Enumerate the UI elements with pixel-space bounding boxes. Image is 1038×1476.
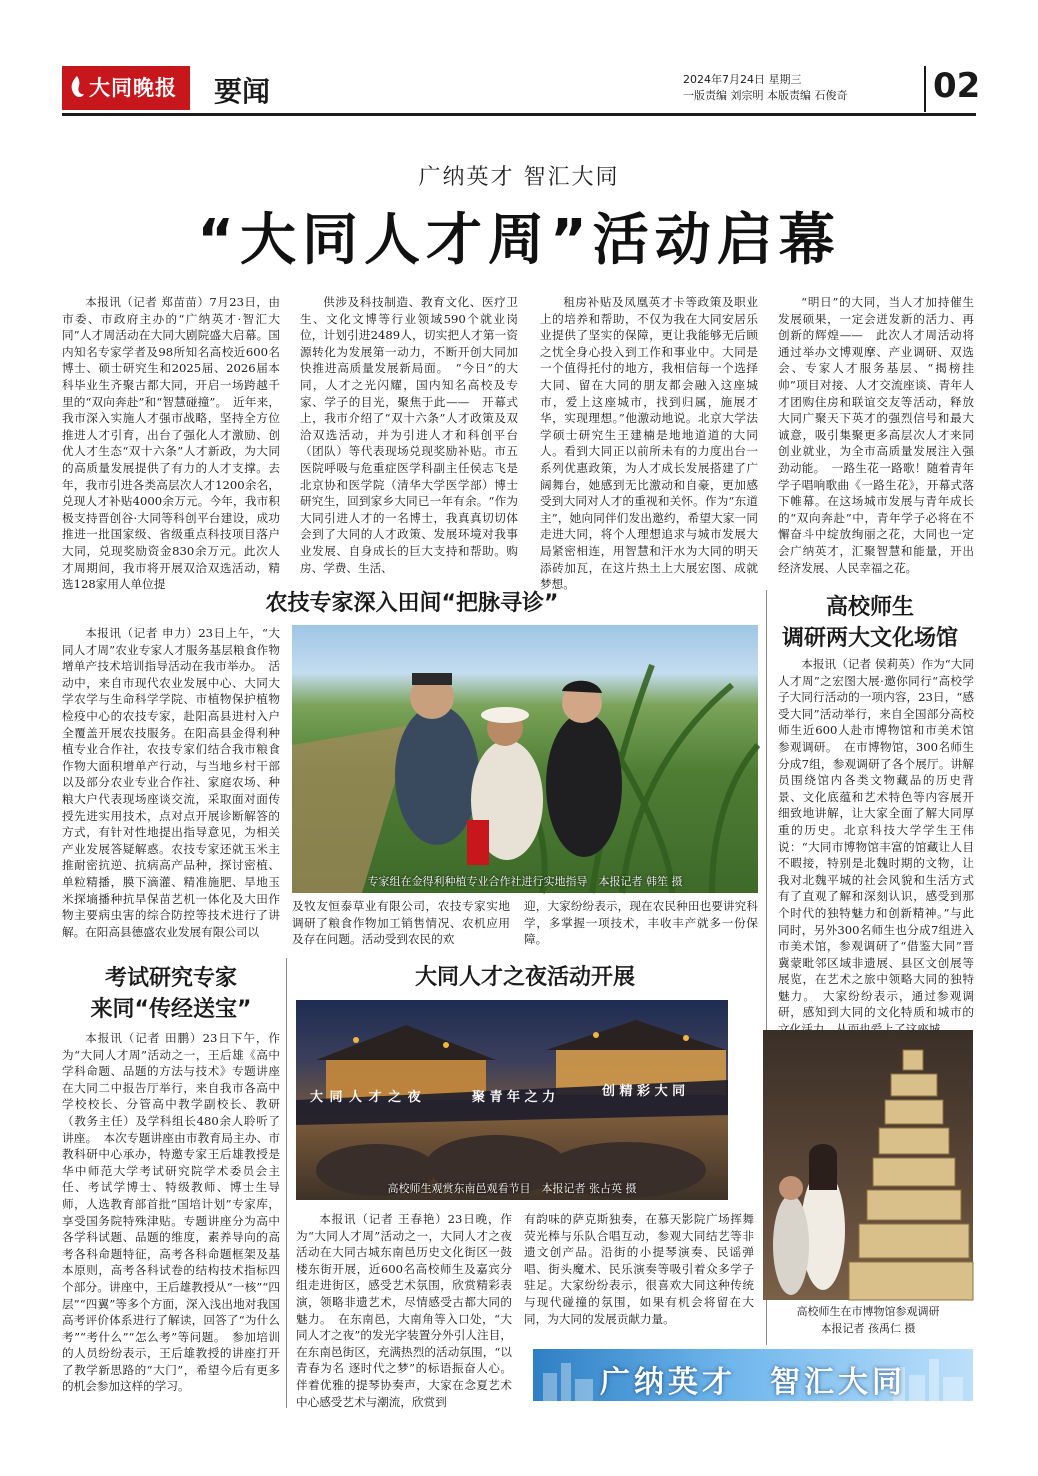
lead-column-4	[778, 294, 974, 578]
lead-column-3	[540, 294, 758, 592]
issue-date: 2024年7月24日 星期三	[683, 73, 802, 86]
banner-slogan: 广纳英才 智汇大同	[600, 1365, 906, 1400]
lead-text-2: 供涉及科技制造、教育文化、医疗卫生、文化文博等行业领域590个就业岗位，计划引进2489人，切实把人才第一资源转化为发展第一动力，不断开创大同加快推进高质量发展新局面。 “今日”的大同，人才之光闪耀，国内知名高校及专家、学子的目光，聚焦于此—— 开幕式上，我市介绍了“双十六条”人才政策及双洽双选活动，并为引进人才和科创平台（团队）等代表现场兑现奖励补贴。市五医院呼吸与危重症医学科副主任侯志飞是北京协和医学院（清华大学医学部）博士研究生，回到家乡大同已一年有余。“作为大同引进人才的一名博士，我真真切切体会到了大同的人才政策、发展环境对我事业发展、自身成长的巨大支持和帮助。购房、学费、生活、	[300, 295, 518, 575]
agri-photo	[292, 625, 758, 893]
lead-text-3: 租房补贴及凤凰英才卡等政策及职业上的培养和帮助，不仅为我在大同安居乐业提供了坚实的保障，更让我能够无后顾之忧全身心投入到工作和事业中。大同是一个值得托付的地方，我相信每一个选择大同、留在大同的朋友都会融入这座城市，爱上这座城市，找到归属，施展才华，实现理想。”他激动地说。北京大学法学硕士研究生王建楠是地地道道的大同人。看到大同正以前所未有的力度出台一系列优惠政策，为人才成长发展搭建了广阔舞台，她感到无比激动和自豪，更加感受到大同对人才的重视和关怀。作为“东道主”，她向同伴们发出邀约，希望大家一同走进大同，将个人理想追求与城市发展大局紧密相连，用智慧和汗水为大同的明天添砖加瓦，在这片热土上大展宏图、成就梦想。	[540, 295, 758, 592]
agri-bottom-column-1	[292, 898, 510, 948]
corn-field-illustration	[292, 625, 758, 893]
exam-text: 本报讯（记者 田鹏）23日下午，作为“大同人才周”活动之一，王后雄《高中学科命题、品题的方法与技术》专题讲座在大同二中报告厅举行，来自我市各高中学校校长、分管高中教学副校长、教研（教务主任）及学科组长480余人聆听了讲座。 本次专题讲座由市教育局主办、市教科研中心承办，特邀专家王后雄教授是华中师范大学考试研究院学术委员会主任、考试学博士、特级教师、博士生导师，人选教育部首批“国培计划”专家库，享受国务院特殊津贴。专题讲座分为高中各学科试题、品题的维度，素养导向的高考各科命题特征，高考各科命题框架及基本原则，高考各科试卷的结构技术指标四个部分。讲座中，王后雄教授从“一核”“四层”“四翼”等多个方面，深入浅出地对我国高考评价体系进行了解读，回答了“为什么考”“考什么”“怎么考”等问题。 参加培训的人员纷纷表示，王后雄教授的讲座打开了教学新思路的“大门”，希望今后有更多的机会参加这样的学习。	[62, 1031, 280, 1394]
night-text-1: 本报讯（记者 王春艳）23日晚，作为“大同人才周”活动之一，大同人才之夜活动在大同古城东南邑历史文化街区一鼓楼东街开展，近600名高校师生及嘉宾分组走进街区，感受艺术氛围，欣赏精彩表演，领略非遗艺术，尽情感受古都大同的魅力。 在东南邑，大南角等入口处，“大同人才之夜”的发光字装置分外引人注目，在东南邑街区，充满热烈的活动氛围，“以青春为名 逐时代之梦”的标语振奋人心。伴着优雅的提琴协奏声，大家在念夏艺术中心感受艺术与潮流，欣赏到	[296, 1212, 512, 1409]
agri-bottom-text-1: 及牧友恒泰草业有限公司，农技专家实地调研了粮食作物加工销售情况、农机应用及存在问题。活动受到农民的欢	[292, 899, 510, 947]
lead-kicker: 广纳英才 智汇大同	[418, 165, 620, 190]
univ-body	[778, 656, 974, 1018]
logo-text: 大同晚报	[89, 76, 177, 100]
logo-mark-icon	[68, 74, 86, 100]
night-sign-3: 创 精 彩 大 同	[602, 1084, 686, 1099]
lead-text-4: “明日”的大同，当人才加持催生发展硕果，一定会迸发新的活力、再创新的辉煌—— 此次人才周活动将通过举办文博观摩、产业调研、双选会、专家人才服务基层、“揭榜挂帅”项目对接、人才交流座谈、青年人才团购住房和联谊交友等活动，释放大同广聚天下英才的强烈信号和最大诚意，吸引集聚更多高层次人才来同创业就业，为全市高质量发展注入强劲动能。 一路生花一路歌！随着青年学子唱响歌曲《一路生花》，开幕式落下帷幕。在这场城市发展与青年成长的“双向奔赴”中，青年学子必将在不懈奋斗中绽放绚丽之花，大同也一定会广纳英才，汇聚智慧和能量，开出经济发展、人民幸福之花。	[778, 295, 974, 575]
agri-bottom-column-2	[524, 898, 758, 948]
agri-text: 本报讯（记者 申力）23日上午，“大同人才周”农业专家人才服务基层粮食作物增单产技术培训指导活动在我市举办。 活动中，来自市现代农业发展中心、大同大学农学与生命科学学院、市植物保护植物检疫中心的农技专家，赴阳高县进村入户全覆盖开展农技服务。在阳高县金得利种植专业合作社，农技专家们结合我市粮食作物大面积增单产行动，与当地乡村干部以及部分农业专业合作社、家庭农场、种粮大户代表现场座谈交流，采取面对面传授先进实用技术，点对点开展诊断解答的方式，有针对性地提出指导意见，为相关产业发展答疑解惑。农技专家还就玉米主推耐密抗逆、抗病高产品种，探讨密植、单粒精播，膜下滴灌、精准施肥、旱地玉米探墒播种抗旱保苗艺机一体化及大田作物主要病虫害的综合防控等技术进行了讲解。在阳高县德盛农业发展有限公司以	[62, 626, 280, 939]
night-text-2: 有韵味的萨克斯独奏，在慕天影院广场挥舞荧光棒与乐队合唱互动，参观大同结艺等非遗文创产品。沿街的小提琴演奏、民谣弹唱、街头魔术、民乐演奏等吸引着众多学子驻足。大家纷纷表示，很喜欢大同这种传统与现代碰撞的氛围，如果有机会将留在大同，为大同的发展贡献力量。	[524, 1212, 754, 1326]
exam-body	[62, 1030, 280, 1410]
night-column-1	[296, 1211, 512, 1411]
header-divider	[924, 66, 926, 112]
lead-column-2	[300, 294, 518, 578]
night-photo	[296, 1000, 728, 1200]
exam-headline	[62, 963, 280, 1025]
night-column-2	[524, 1211, 754, 1331]
editors: 一版责编 刘宗明 本版责编 石俊奇	[683, 89, 848, 102]
header-rule	[62, 113, 976, 116]
exam-column-rule	[286, 958, 287, 1408]
issue-meta	[683, 72, 848, 104]
pagoda-model-illustration	[763, 1030, 973, 1300]
univ-text: 本报讯（记者 侯莉英）作为“大同人才周”之宏图大展·邀你同行“高校学子大同行活动的一项内容，23日，“感受大同”活动举行，来自全国部分高校师生近600人赴市博物馆和市美术馆参观调研。 在市博物馆，300名师生分成7组，参观调研了各个展厅。讲解员围绕馆内各类文物藏品的历史背景、文化底蕴和艺术特色等内容展开细致地讲解，让大家全面了解大同厚重的历史。北京科技大学学生王伟说：“大同市博物馆丰富的馆藏让人目不暇接，特别是北魏时期的文物，让我对北魏平城的社会风貌和生活方式有了直观了解和深刻认识，感受到那个时代的独特魅力和创新精神。”与此同时，另外300名师生也分成7组进入市美术馆，参观调研了“借鉴大同”晋冀蒙毗邻区域非遗展、县区文创展等展览，在艺术之旅中领略大同的独特魅力。 大家纷纷表示，通过参观调研，感知到大同的文化特质和城市的	[778, 657, 974, 1020]
lead-column-1	[62, 294, 280, 592]
univ-headline-line-1: 高校师生	[825, 595, 914, 620]
page-number: 02	[933, 66, 981, 106]
agri-bottom-text-2: 迎，大家纷纷表示，现在农民种田也要讲究科学，多掌握一项技术，丰收丰产就多一份保障。	[524, 899, 758, 947]
exam-headline-line-1: 考试研究专家	[104, 966, 237, 991]
night-headline: 大同人才之夜活动开展	[414, 965, 635, 990]
night-photo-caption: 高校师生观赏东南邑观看节目 本报记者 张占英 摄	[387, 1182, 637, 1195]
univ-caption-line-1: 高校师生在市博物馆参观调研	[796, 1305, 940, 1318]
agri-left-column	[62, 625, 280, 943]
lead-headline: “大同人才周”活动启幕	[197, 208, 841, 273]
lead-text-1: 本报讯（记者 郑苗苗）7月23日，由市委、市政府主办的“广纳英才·智汇大同”人才周活动在大同大剧院盛大启幕。国内知名专家学者及98所知名高校近600名博士、硕士研究生和2025届、2026届本科毕业生齐聚古都大同，开启一场跨越千里的“双向奔赴”和“智慧碰撞”。 近年来，我市深入实施人才强市战略，坚持全方位推进人才引育，出台了强化人才激励、创优人才生态“双十六条”人才新政，为大同的高质量发展提供了有力的人才支撑。去年，我市引进各类高层次人才1200余名，兑现人才补贴4000余万元。今年，我市积极支持晋创谷·大同等科创平台建设，成功推进一批国家级、省级重点科技项目落户大同，兑现奖励资金830余万元。此次人才周期间，我市将开展双洽双选活动，精选128家用人单位提	[62, 295, 280, 592]
univ-photo	[763, 1030, 973, 1300]
agri-headline: 农技专家深入田间“把脉寻诊”	[265, 591, 559, 616]
bottom-banner	[533, 1349, 973, 1401]
univ-headline-line-2: 调研两大文化场馆	[781, 626, 958, 651]
univ-caption-line-2: 本报记者 孩禹仁 摄	[820, 1322, 916, 1335]
section-title: 要闻	[214, 75, 271, 108]
univ-photo-caption	[763, 1303, 973, 1337]
agri-photo-caption: 专家组在金得利种植专业合作社进行实地指导 本报记者 韩笙 摄	[367, 875, 683, 888]
night-sign-1: 大 同 人 才 之 夜	[310, 1090, 422, 1105]
exam-headline-line-2: 来同“传经送宝”	[90, 997, 252, 1022]
newspaper-logo	[62, 66, 190, 110]
univ-headline	[770, 592, 970, 654]
night-sign-2: 聚 青 年 之 力	[472, 1090, 556, 1105]
